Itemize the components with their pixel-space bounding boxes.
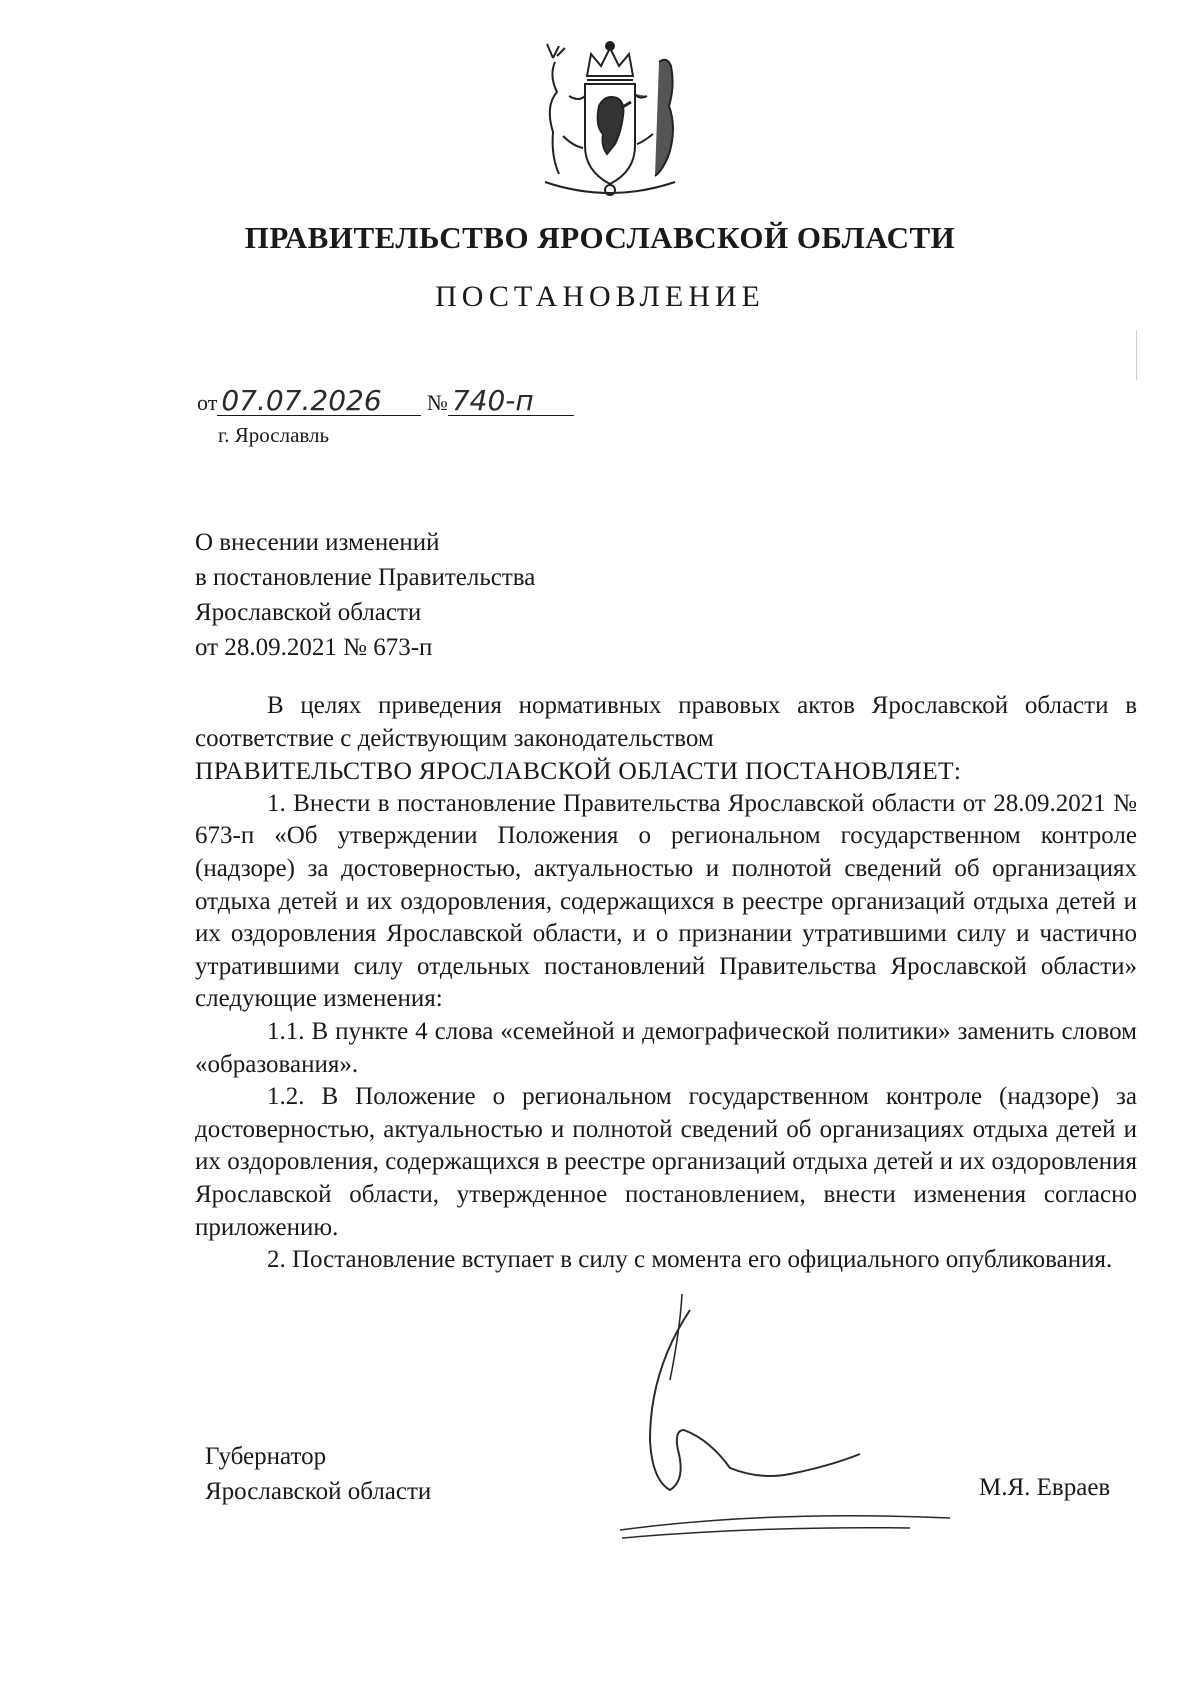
- number-label: №: [426, 390, 448, 415]
- registration-number: 740-п: [448, 387, 574, 416]
- preamble: В целях приведения нормативных правовых актов Ярославской области в соответствие с действующим законодательством: [195, 692, 1137, 752]
- document-subject: [195, 525, 535, 665]
- subject-line: Ярославской области: [195, 599, 422, 626]
- subject-line: в постановление Правительства: [195, 564, 536, 591]
- item-2: 2. Постановление вступает в силу с момента его официального опубликования.: [267, 1246, 1113, 1274]
- registration-line: [197, 384, 574, 417]
- from-label: от: [197, 390, 218, 415]
- organization-title: ПРАВИТЕЛЬСТВО ЯРОСЛАВСКОЙ ОБЛАСТИ: [244, 220, 956, 255]
- item-1: 1. Внести в постановление Правительства Ярославской области от 28.09.2021 № 673-п «Об утверждении Положения о региональном государственном контроле (надзоре) за достоверностью, актуальностью и полнотой сведений об организациях отдыха детей и их оздоровления, содержащихся в реестре организаций отдыха детей и их оздоровления Ярославской области, и о признании утратившими силу и частично утратившими силу отдельных постановлений Правительства Ярославской области» следующие изменения:: [195, 789, 1137, 1013]
- city: г. Ярославль: [218, 423, 330, 447]
- registration-date: 07.07.2026: [217, 387, 421, 416]
- signatory-role: [205, 1439, 431, 1509]
- document-type: ПОСТАНОВЛЕНИЕ: [435, 280, 765, 313]
- item-1-1: 1.1. В пункте 4 слова «семейной и демографической политики» заменить словом «образования».: [195, 1017, 1137, 1078]
- handwritten-signature: [610, 1290, 980, 1550]
- item-1-2: 1.2. В Положение о региональном государственном контроле (надзоре) за достоверностью, актуальностью и полнотой сведений об организациях отдыха детей и их оздоровления, содержащихся в реестре организаций отдыха детей и их оздоровления Ярославской области, утвержденное постановлением, внести изменения согласно приложению.: [195, 1083, 1137, 1241]
- role-line: Губернатор: [205, 1443, 327, 1470]
- subject-line: О внесении изменений: [195, 529, 440, 556]
- subject-line: от 28.09.2021 № 673-п: [195, 634, 433, 661]
- document-body: [195, 690, 1137, 1277]
- signatory-name: М.Я. Евраев: [979, 1474, 1111, 1501]
- resolves-clause: ПРАВИТЕЛЬСТВО ЯРОСЛАВСКОЙ ОБЛАСТИ ПОСТАНОВЛЯЕТ:: [195, 756, 962, 786]
- role-line: Ярославской области: [205, 1478, 432, 1505]
- coat-of-arms-icon: [535, 36, 685, 196]
- scan-artifact: [1136, 330, 1137, 380]
